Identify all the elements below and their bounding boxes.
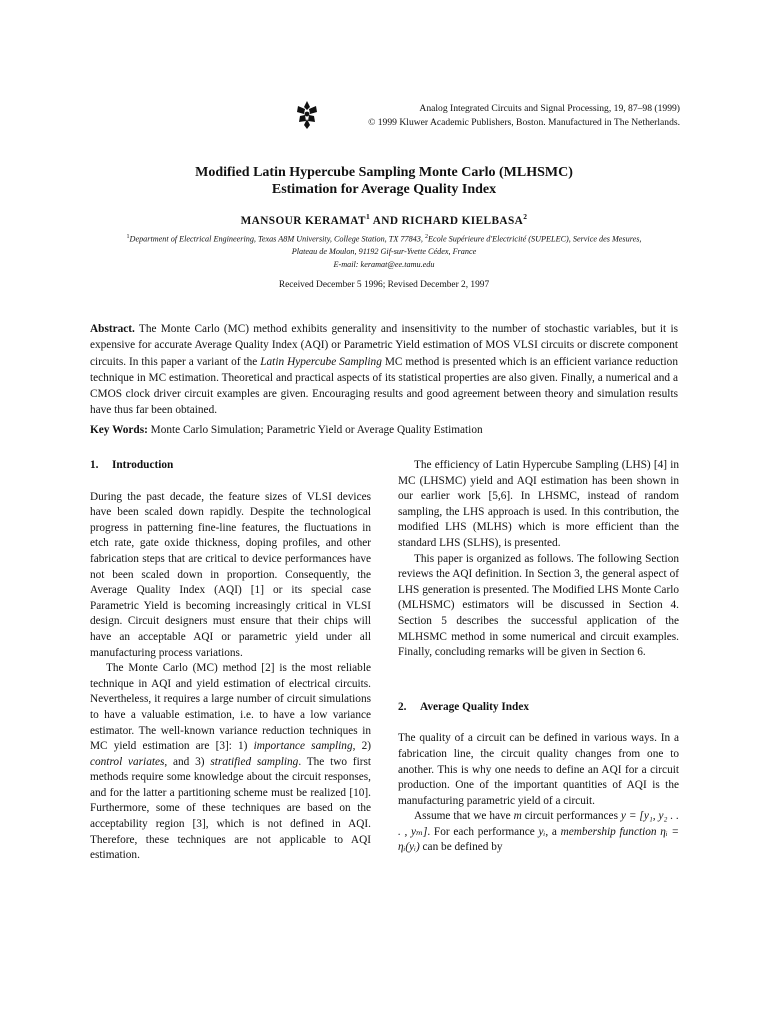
affiliations xyxy=(80,231,688,271)
affiliation-line-1 xyxy=(80,231,688,246)
intro-p2-text-a: The Monte Carlo (MC) method [2] is the most reliable technique in AQI and yield estimation of electrical circuits. Nevertheless, it requires a large number of circuit simulations to have a valuable estimation, i.e. to have a low variance estimator. The well-known variance reduction techniques in MC yield estimation are [3]: 1) xyxy=(90,662,371,753)
right-column xyxy=(398,458,679,856)
keywords xyxy=(90,424,678,436)
author-list xyxy=(0,212,768,227)
author-1-affil-mark: 1 xyxy=(365,212,371,221)
affil-mark-1: 1 xyxy=(126,234,130,240)
aqi-p2-text-b: circuit performances xyxy=(521,810,621,823)
section-1-heading xyxy=(90,458,371,474)
keywords-text: Monte Carlo Simulation; Parametric Yield or Average Quality Estimation xyxy=(147,424,483,436)
section-2-number: 2. xyxy=(398,700,407,713)
intro-paragraph-1: During the past decade, the feature sizes of VLSI devices have been scaled down rapidly. Despite the technological progress in patterning fine-line features, the fluctuations in etch rate, gate oxide thickness, doping profiles, and other fabrication steps that are critical to device performances have not been scaled down in proportion. Consequently, the Average Quality Index (AQI) [1] or its special case Parametric Yield is becoming increasingly critical in VLSI design. Circuit designers must ensure that their chips will have an acceptable AQI or parametric yield under all manufacturing process variations. xyxy=(90,490,371,659)
aqi-p2-m: m xyxy=(513,810,522,823)
abstract-label: Abstract. xyxy=(90,323,135,335)
intro-p2-control-variates: control variates xyxy=(90,755,165,768)
abstract-text-2: MC method is presented which is an efficient variance reduction technique in MC estimation. Theoretical and practical aspects of its statistical properties are also given. Finally, a numerical and a CMOS clock driver circuit examples are given. Encouraging results and good agreement between theory and simulation results have thus far been obtained. xyxy=(90,355,678,417)
intro-p2-stratified-sampling: stratified sampling xyxy=(210,755,299,768)
intro-paragraph-3: The efficiency of Latin Hypercube Sampling (LHS) [4] in MC (LHSMC) yield and AQI estimation has been shown in our earlier work [5,6]. In LHSMC, instead of random sampling, the LHS approach is used. In this contribution, the modified LHS (MLHS) which is more efficient than the standard LHS (SLHS), is presented. xyxy=(398,459,679,549)
intro-p2-text-d: . The two first methods require some knowledge about the circuit responses, and for the latter a partitioning scheme must be realized [10]. Furthermore, some of these techniques are based on the acceptability region [3], which is not defined in AQI. Therefore, these techniques are not applicable to AQI estimation. xyxy=(90,755,372,862)
section-2-title: Average Quality Index xyxy=(420,700,529,713)
aqi-paragraph-1: The quality of a circuit can be defined in various ways. In a fabrication line, the circuit quality changes from one to another. This is why one needs to define an AQI for a circuit production. One of the important quantities of AQI is the manufacturing parametric yield of a circuit. xyxy=(398,732,679,807)
section-2-heading xyxy=(398,700,679,716)
author-email: E-mail: keramat@ee.tamu.edu xyxy=(333,259,435,269)
aqi-p2-text-a: Assume that we have xyxy=(414,810,514,823)
keywords-label: Key Words: xyxy=(90,424,148,436)
aqi-p2-yi: yᵢ xyxy=(538,825,546,838)
author-1: MANSOUR KERAMAT xyxy=(240,214,366,227)
intro-paragraph-4: This paper is organized as follows. The following Section reviews the AQI definition. In Section 3, the general aspect of LHS generation is presented. The Modified LHS Monte Carlo (MLHSMC) estimators will be discussed in Section 4. Section 5 describes the successful application of the MLHSMC method in some numerical and circuit examples. Finally, concluding remarks will be given in Section 6. xyxy=(398,552,679,659)
received-dates: Received December 5 1996; Revised December 2, 1997 xyxy=(278,280,490,290)
aqi-p2-y-vector: y = [y₁, y₂ . . . , yₘ] xyxy=(398,810,679,838)
title-line-2: Estimation for Average Quality Index xyxy=(271,182,497,197)
intro-p2-importance-sampling: importance sampling xyxy=(253,740,353,753)
journal-line-2: © 1999 Kluwer Academic Publishers, Boston. Manufactured in The Netherlands. xyxy=(368,117,680,128)
aqi-p2-eta: ηᵢ = ηᵢ(yᵢ) xyxy=(398,825,679,854)
intro-p2-text-b: , 2) xyxy=(352,740,371,753)
abstract xyxy=(90,321,678,419)
abstract-emphasis: Latin Hypercube Sampling xyxy=(260,355,382,368)
aqi-p2-membership-function: membership function xyxy=(560,825,657,838)
section-1-title: Introduction xyxy=(112,459,174,471)
aqi-p2-text-e: can be defined by xyxy=(419,841,503,854)
aqi-p2-text-d: , a xyxy=(545,825,561,838)
author-2: RICHARD KIELBASA xyxy=(401,214,524,227)
journal-line-1: Analog Integrated Circuits and Signal Processing, 19, 87–98 (1999) xyxy=(419,103,680,114)
affil-mark-2: 2 xyxy=(424,234,428,240)
author-conjunction: AND xyxy=(370,214,402,227)
intro-paragraph-2 xyxy=(90,661,371,864)
journal-citation xyxy=(368,102,680,130)
affiliation-2: Ecole Supérieure d'Electricité (SUPELEC), Service des Mesures, xyxy=(427,234,642,244)
kluwer-logo-icon xyxy=(296,101,318,129)
aqi-paragraph-2 xyxy=(398,809,679,856)
author-2-affil-mark: 2 xyxy=(523,212,528,221)
left-column xyxy=(90,458,371,864)
paper-title xyxy=(0,164,768,198)
affiliation-line-2: Plateau de Moulon, 91192 Gif-sur-Yvette Cédex, France xyxy=(291,247,477,257)
affiliation-1: Department of Electrical Engineering, Texas A8M University, College Station, TX 77843, xyxy=(129,234,425,244)
intro-p2-text-c: , and 3) xyxy=(164,755,211,768)
abstract-text-1: The Monte Carlo (MC) method exhibits generality and insensitivity to the number of stochastic variables, but it is expensive for accurate Average Quality Index (AQI) or Parametric Yield estimation of MOS VLSI circuits or discrete component circuits. In this paper a variant of the xyxy=(90,323,678,368)
title-line-1: Modified Latin Hypercube Sampling Monte Carlo (MLHSMC) xyxy=(195,165,573,180)
section-1-number: 1. xyxy=(90,459,99,471)
aqi-p2-text-c: . For each performance xyxy=(427,825,539,838)
